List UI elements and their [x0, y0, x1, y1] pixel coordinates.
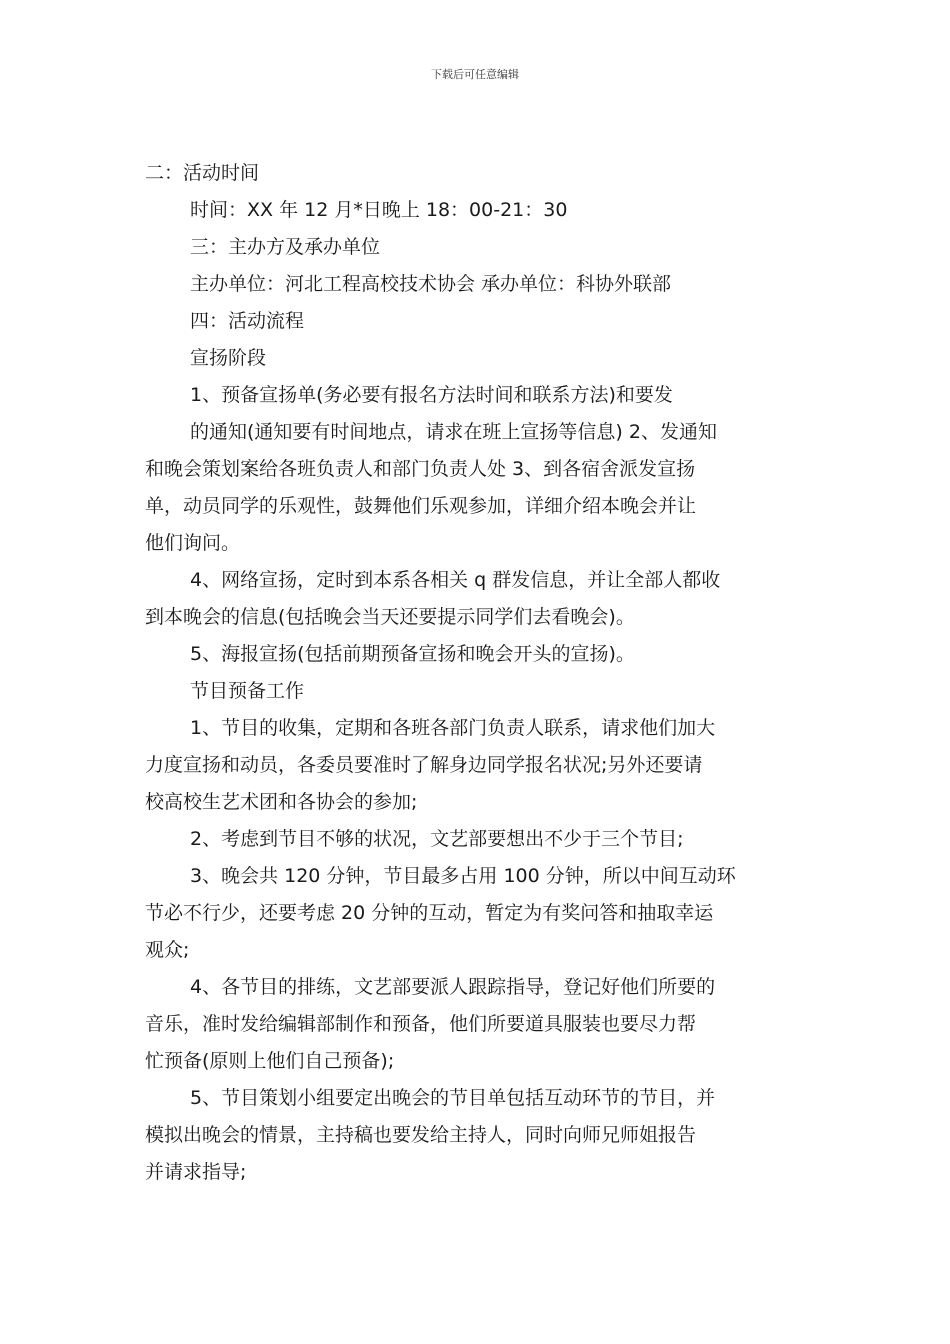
- paragraph-line: 模拟出晚会的情景，主持稿也要发给主持人，同时向师兄师姐报告: [145, 1124, 697, 1146]
- section-heading-organizer: 三：主办方及承办单位: [190, 236, 381, 258]
- paragraph-line: 力度宣扬和动员，各委员要准时了解身边同学报名状况;另外还要请: [145, 754, 703, 776]
- paragraph-line: 并请求指导;: [145, 1161, 247, 1183]
- paragraph-line: 他们询问。: [145, 532, 241, 554]
- paragraph-line: 到本晚会的信息(包括晚会当天还要提示同学们去看晚会)。: [145, 606, 635, 628]
- paragraph-line: 和晚会策划案给各班负责人和部门负责人处 3、到各宿舍派发宣扬: [145, 458, 696, 480]
- paragraph-line: 5、海报宣扬(包括前期预备宣扬和晚会开头的宣扬)。: [190, 643, 635, 665]
- section-heading-process: 四：活动流程: [190, 310, 305, 332]
- paragraph-line: 忙预备(原则上他们自己预备);: [145, 1050, 395, 1072]
- subsection-heading-program-prep: 节目预备工作: [190, 680, 305, 702]
- paragraph-line: 观众;: [145, 939, 190, 961]
- document-body: [145, 155, 807, 1191]
- paragraph-line: 5、节目策划小组要定出晚会的节目单包括互动环节的节目，并: [190, 1087, 716, 1109]
- page-header: 下载后可任意编辑: [431, 68, 519, 81]
- paragraph-line: 2、考虑到节目不够的状况，文艺部要想出不少于三个节目;: [190, 828, 684, 850]
- paragraph-line: 节必不行少，还要考虑 20 分钟的互动，暂定为有奖问答和抽取幸运: [145, 902, 714, 924]
- paragraph-line: 4、网络宣扬，定时到本系各相关 q 群发信息，并让全部人都收: [190, 569, 721, 591]
- paragraph-line: 3、晚会共 120 分钟，节目最多占用 100 分钟，所以中间互动环: [190, 865, 736, 887]
- paragraph-line: 校高校生艺术团和各协会的参加;: [145, 791, 418, 813]
- paragraph-line: 的通知(通知要有时间地点，请求在班上宣扬等信息) 2、发通知: [190, 421, 717, 443]
- subsection-heading-promotion: 宣扬阶段: [190, 347, 267, 369]
- paragraph-line: 1、预备宣扬单(务必要有报名方法时间和联系方法)和要发: [190, 384, 673, 406]
- section-heading-time: 二：活动时间: [145, 162, 260, 184]
- paragraph-line: 音乐，准时发给编辑部制作和预备，他们所要道具服装也要尽力帮: [145, 1013, 697, 1035]
- paragraph-line: 单，动员同学的乐观性，鼓舞他们乐观参加，详细介绍本晚会并让: [145, 495, 697, 517]
- paragraph-line: 4、各节目的排练，文艺部要派人跟踪指导，登记好他们所要的: [190, 976, 716, 998]
- paragraph-line: 主办单位：河北工程高校技术协会 承办单位：科协外联部: [190, 273, 672, 295]
- paragraph-line: 1、节目的收集，定期和各班各部门负责人联系，请求他们加大: [190, 717, 716, 739]
- paragraph-line: 时间：XX 年 12 月*日晚上 18：00-21：30: [190, 199, 568, 221]
